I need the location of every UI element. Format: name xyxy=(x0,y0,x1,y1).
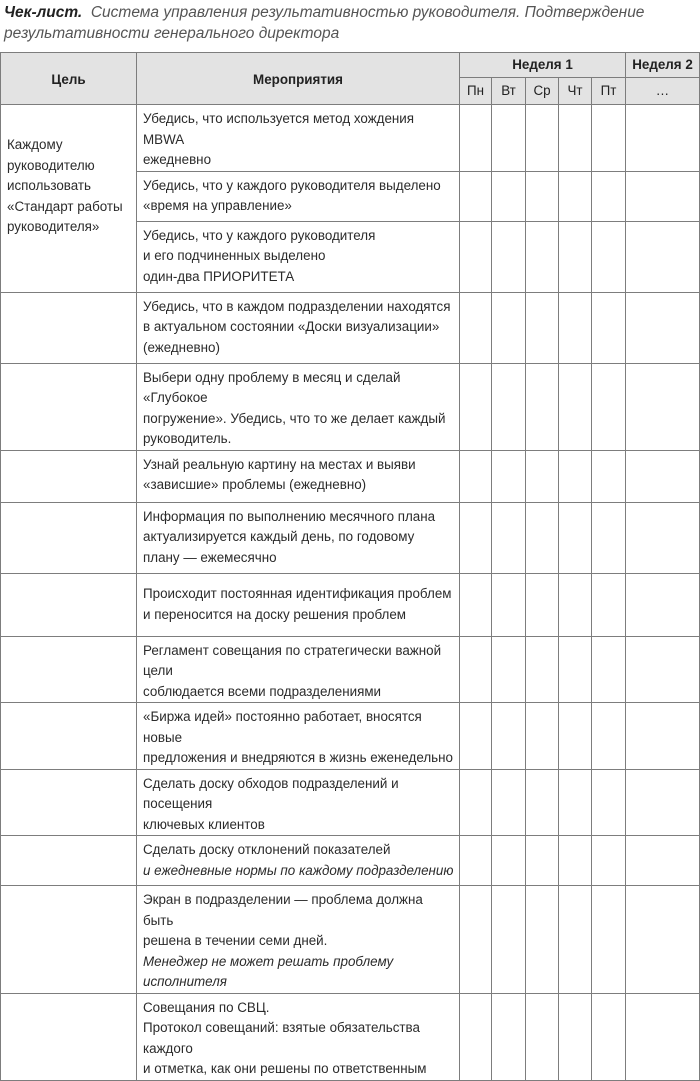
checkbox-cell-thu[interactable] xyxy=(559,769,592,836)
activity-text-line: «зависшие» проблемы (ежедневно) xyxy=(143,477,367,492)
checklist-body xyxy=(1,105,700,1081)
checkbox-cell-tue[interactable] xyxy=(492,292,526,363)
checkbox-cell-thu[interactable] xyxy=(559,221,592,292)
activity-text-line: соблюдается всеми подразделениями xyxy=(143,683,382,699)
header-day-tue: Вт xyxy=(492,78,526,105)
goal-cell-empty xyxy=(1,993,137,1080)
checkbox-cell-mon[interactable] xyxy=(460,573,492,636)
activity-text-line: предложения и внедряются в жизнь еженедельно xyxy=(143,750,453,765)
checkbox-cell-fri[interactable] xyxy=(592,450,626,502)
checkbox-cell-week2[interactable] xyxy=(626,105,700,172)
goal-cell-empty xyxy=(1,573,137,636)
activity-cell xyxy=(137,993,460,1080)
activity-text-line: один-два ПРИОРИТЕТА xyxy=(143,268,295,284)
checkbox-cell-thu[interactable] xyxy=(559,636,592,703)
checkbox-cell-mon[interactable] xyxy=(460,105,492,172)
activity-text-line: Узнай реальную картину на местах и выяви xyxy=(143,456,416,472)
header-goal: Цель xyxy=(1,53,137,105)
header-day-fri: Пт xyxy=(592,78,626,105)
activity-text-line: Экран в подразделении — проблема должна быть xyxy=(143,892,423,928)
checkbox-cell-mon[interactable] xyxy=(460,886,492,994)
activity-text-line: в актуальном состоянии «Доски визуализации» xyxy=(143,319,440,334)
goal-cell-empty xyxy=(1,502,137,573)
goal-cell: Каждому руководителю использовать «Стандарт работы руководителя» xyxy=(1,105,137,293)
checkbox-cell-week2[interactable] xyxy=(626,292,700,363)
checkbox-cell-wed[interactable] xyxy=(526,502,559,573)
checkbox-cell-week2[interactable] xyxy=(626,502,700,573)
activity-text-line: актуализируется каждый день, по годовому xyxy=(143,529,415,544)
checkbox-cell-tue[interactable] xyxy=(492,105,526,172)
checkbox-cell-wed[interactable] xyxy=(526,171,559,221)
checkbox-cell-fri[interactable] xyxy=(592,363,626,450)
activity-text-line: Информация по выполнению месячного плана xyxy=(143,508,436,524)
activity-note-line: Менеджер не может решать проблему исполнителя xyxy=(143,953,394,989)
checkbox-cell-fri[interactable] xyxy=(592,171,626,221)
activity-cell xyxy=(137,221,460,292)
checkbox-cell-wed[interactable] xyxy=(526,836,559,886)
checkbox-cell-week2[interactable] xyxy=(626,886,700,994)
activity-text-line: Происходит постоянная идентификация проблем xyxy=(143,586,452,601)
checkbox-cell-tue[interactable] xyxy=(492,221,526,292)
checkbox-cell-week2[interactable] xyxy=(626,703,700,770)
activity-text-line: и переносится на доску решения проблем xyxy=(143,606,407,622)
checkbox-cell-tue[interactable] xyxy=(492,993,526,1080)
activity-text-line: Совещания по СВЦ. xyxy=(143,999,270,1015)
checkbox-cell-wed[interactable] xyxy=(526,636,559,703)
activity-text-line: Выбери одну проблему в месяц и сделай «Глубокое xyxy=(143,369,401,405)
goal-cell-empty xyxy=(1,636,137,703)
checkbox-cell-tue[interactable] xyxy=(492,886,526,994)
checkbox-cell-wed[interactable] xyxy=(526,703,559,770)
activity-text-line: Протокол совещаний: взятые обязательства каждого xyxy=(143,1020,420,1056)
checkbox-cell-wed[interactable] xyxy=(526,450,559,502)
checkbox-cell-thu[interactable] xyxy=(559,703,592,770)
table-row xyxy=(1,363,700,450)
checkbox-cell-wed[interactable] xyxy=(526,573,559,636)
header-week-1: Неделя 1 xyxy=(460,53,626,78)
table-row xyxy=(1,886,700,994)
checkbox-cell-thu[interactable] xyxy=(559,363,592,450)
checkbox-cell-fri[interactable] xyxy=(592,769,626,836)
checkbox-cell-tue[interactable] xyxy=(492,450,526,502)
activity-cell xyxy=(137,636,460,703)
checklist-table xyxy=(0,52,700,1081)
activity-cell xyxy=(137,769,460,836)
header-week-2: Неделя 2 xyxy=(626,53,700,78)
checkbox-cell-fri[interactable] xyxy=(592,573,626,636)
checkbox-cell-wed[interactable] xyxy=(526,105,559,172)
table-row xyxy=(1,573,700,636)
activity-text-line: погружение». Убедись, что то же делает каждый xyxy=(143,410,446,426)
checkbox-cell-tue[interactable] xyxy=(492,363,526,450)
checkbox-cell-wed[interactable] xyxy=(526,221,559,292)
checklist-caption xyxy=(4,2,698,44)
header-day-thu: Чт xyxy=(559,78,592,105)
activity-cell xyxy=(137,292,460,363)
activity-cell xyxy=(137,703,460,770)
table-row xyxy=(1,105,700,172)
checkbox-cell-tue[interactable] xyxy=(492,573,526,636)
checkbox-cell-fri[interactable] xyxy=(592,886,626,994)
checkbox-cell-mon[interactable] xyxy=(460,450,492,502)
checkbox-cell-mon[interactable] xyxy=(460,636,492,703)
goal-cell-empty xyxy=(1,836,137,886)
checkbox-cell-thu[interactable] xyxy=(559,502,592,573)
checkbox-cell-mon[interactable] xyxy=(460,363,492,450)
activity-text-line: «время на управление» xyxy=(143,198,292,213)
goal-cell-empty xyxy=(1,292,137,363)
checkbox-cell-fri[interactable] xyxy=(592,993,626,1080)
header-day-mon: Пн xyxy=(460,78,492,105)
checkbox-cell-tue[interactable] xyxy=(492,636,526,703)
checkbox-cell-wed[interactable] xyxy=(526,993,559,1080)
checkbox-cell-week2[interactable] xyxy=(626,993,700,1080)
checkbox-cell-mon[interactable] xyxy=(460,993,492,1080)
activity-text-line: ключевых клиентов xyxy=(143,816,265,832)
checkbox-cell-wed[interactable] xyxy=(526,769,559,836)
table-row xyxy=(1,502,700,573)
header-day-wed: Ср xyxy=(526,78,559,105)
activity-cell xyxy=(137,836,460,886)
activity-cell xyxy=(137,363,460,450)
activity-text-line: ежедневно xyxy=(143,152,212,167)
checkbox-cell-fri[interactable] xyxy=(592,703,626,770)
checkbox-cell-fri[interactable] xyxy=(592,636,626,703)
activity-text-line: Убедись, что используется метод хождения MBWA xyxy=(143,111,415,147)
caption-text: Система управления результативностью руководителя. Подтверждение результативности генерального директора xyxy=(4,4,645,42)
checkbox-cell-wed[interactable] xyxy=(526,292,559,363)
activity-text-line: плану — ежемесячно xyxy=(143,549,277,565)
checkbox-cell-thu[interactable] xyxy=(559,105,592,172)
checkbox-cell-thu[interactable] xyxy=(559,292,592,363)
table-row xyxy=(1,993,700,1080)
checkbox-cell-week2[interactable] xyxy=(626,636,700,703)
checkbox-cell-week2[interactable] xyxy=(626,221,700,292)
checkbox-cell-wed[interactable] xyxy=(526,886,559,994)
activity-text-line: Регламент совещания по стратегически важной цели xyxy=(143,642,442,678)
checkbox-cell-mon[interactable] xyxy=(460,836,492,886)
table-row xyxy=(1,836,700,886)
header-activities: Мероприятия xyxy=(137,53,460,105)
checkbox-cell-mon[interactable] xyxy=(460,292,492,363)
activity-note-line: и ежедневные нормы по каждому подразделению xyxy=(143,862,454,878)
checkbox-cell-tue[interactable] xyxy=(492,171,526,221)
checkbox-cell-thu[interactable] xyxy=(559,450,592,502)
activity-cell xyxy=(137,573,460,636)
checkbox-cell-mon[interactable] xyxy=(460,171,492,221)
checkbox-cell-tue[interactable] xyxy=(492,502,526,573)
activity-cell xyxy=(137,105,460,172)
activity-cell xyxy=(137,502,460,573)
activity-text-line: Убедись, что у каждого руководителя выделено xyxy=(143,177,441,193)
activity-text-line: руководитель. xyxy=(143,431,232,446)
checkbox-cell-thu[interactable] xyxy=(559,573,592,636)
goal-cell-empty xyxy=(1,769,137,836)
checkbox-cell-mon[interactable] xyxy=(460,221,492,292)
activity-text-line: Убедись, что у каждого руководителя xyxy=(143,227,376,243)
checkbox-cell-week2[interactable] xyxy=(626,836,700,886)
checkbox-cell-thu[interactable] xyxy=(559,836,592,886)
activity-text-line: и его подчиненных выделено xyxy=(143,248,326,263)
checkbox-cell-tue[interactable] xyxy=(492,769,526,836)
checkbox-cell-fri[interactable] xyxy=(592,502,626,573)
checkbox-cell-tue[interactable] xyxy=(492,836,526,886)
checkbox-cell-fri[interactable] xyxy=(592,105,626,172)
header-more-days: … xyxy=(626,78,700,105)
goal-cell-empty xyxy=(1,363,137,450)
checkbox-cell-thu[interactable] xyxy=(559,171,592,221)
table-row xyxy=(1,636,700,703)
checkbox-cell-fri[interactable] xyxy=(592,221,626,292)
checkbox-cell-week2[interactable] xyxy=(626,769,700,836)
activity-text-line: «Биржа идей» постоянно работает, вносятся новые xyxy=(143,709,422,745)
activity-text-line: и отметка, как они решены по ответственным xyxy=(143,1061,427,1076)
checkbox-cell-fri[interactable] xyxy=(592,292,626,363)
goal-cell-empty xyxy=(1,703,137,770)
checkbox-cell-thu[interactable] xyxy=(559,886,592,994)
table-row xyxy=(1,292,700,363)
activity-text-line: решена в течении семи дней. xyxy=(143,933,328,948)
goal-cell-empty xyxy=(1,886,137,994)
checkbox-cell-fri[interactable] xyxy=(592,836,626,886)
checkbox-cell-wed[interactable] xyxy=(526,363,559,450)
table-row xyxy=(1,450,700,502)
checkbox-cell-week2[interactable] xyxy=(626,171,700,221)
activity-cell xyxy=(137,450,460,502)
checkbox-cell-week2[interactable] xyxy=(626,573,700,636)
activity-text-line: Убедись, что в каждом подразделении находятся xyxy=(143,298,451,314)
activity-text-line: Сделать доску отклонений показателей xyxy=(143,842,391,857)
activity-text-line: (ежедневно) xyxy=(143,339,220,355)
goal-cell-empty xyxy=(1,450,137,502)
checkbox-cell-week2[interactable] xyxy=(626,363,700,450)
checkbox-cell-thu[interactable] xyxy=(559,993,592,1080)
checkbox-cell-week2[interactable] xyxy=(626,450,700,502)
table-row xyxy=(1,769,700,836)
table-row xyxy=(1,703,700,770)
activity-text-line: Сделать доску обходов подразделений и посещения xyxy=(143,775,399,811)
checkbox-cell-mon[interactable] xyxy=(460,769,492,836)
activity-cell xyxy=(137,171,460,221)
checkbox-cell-tue[interactable] xyxy=(492,703,526,770)
checkbox-cell-mon[interactable] xyxy=(460,703,492,770)
activity-cell xyxy=(137,886,460,994)
caption-lead: Чек-лист. xyxy=(4,4,83,21)
checkbox-cell-mon[interactable] xyxy=(460,502,492,573)
